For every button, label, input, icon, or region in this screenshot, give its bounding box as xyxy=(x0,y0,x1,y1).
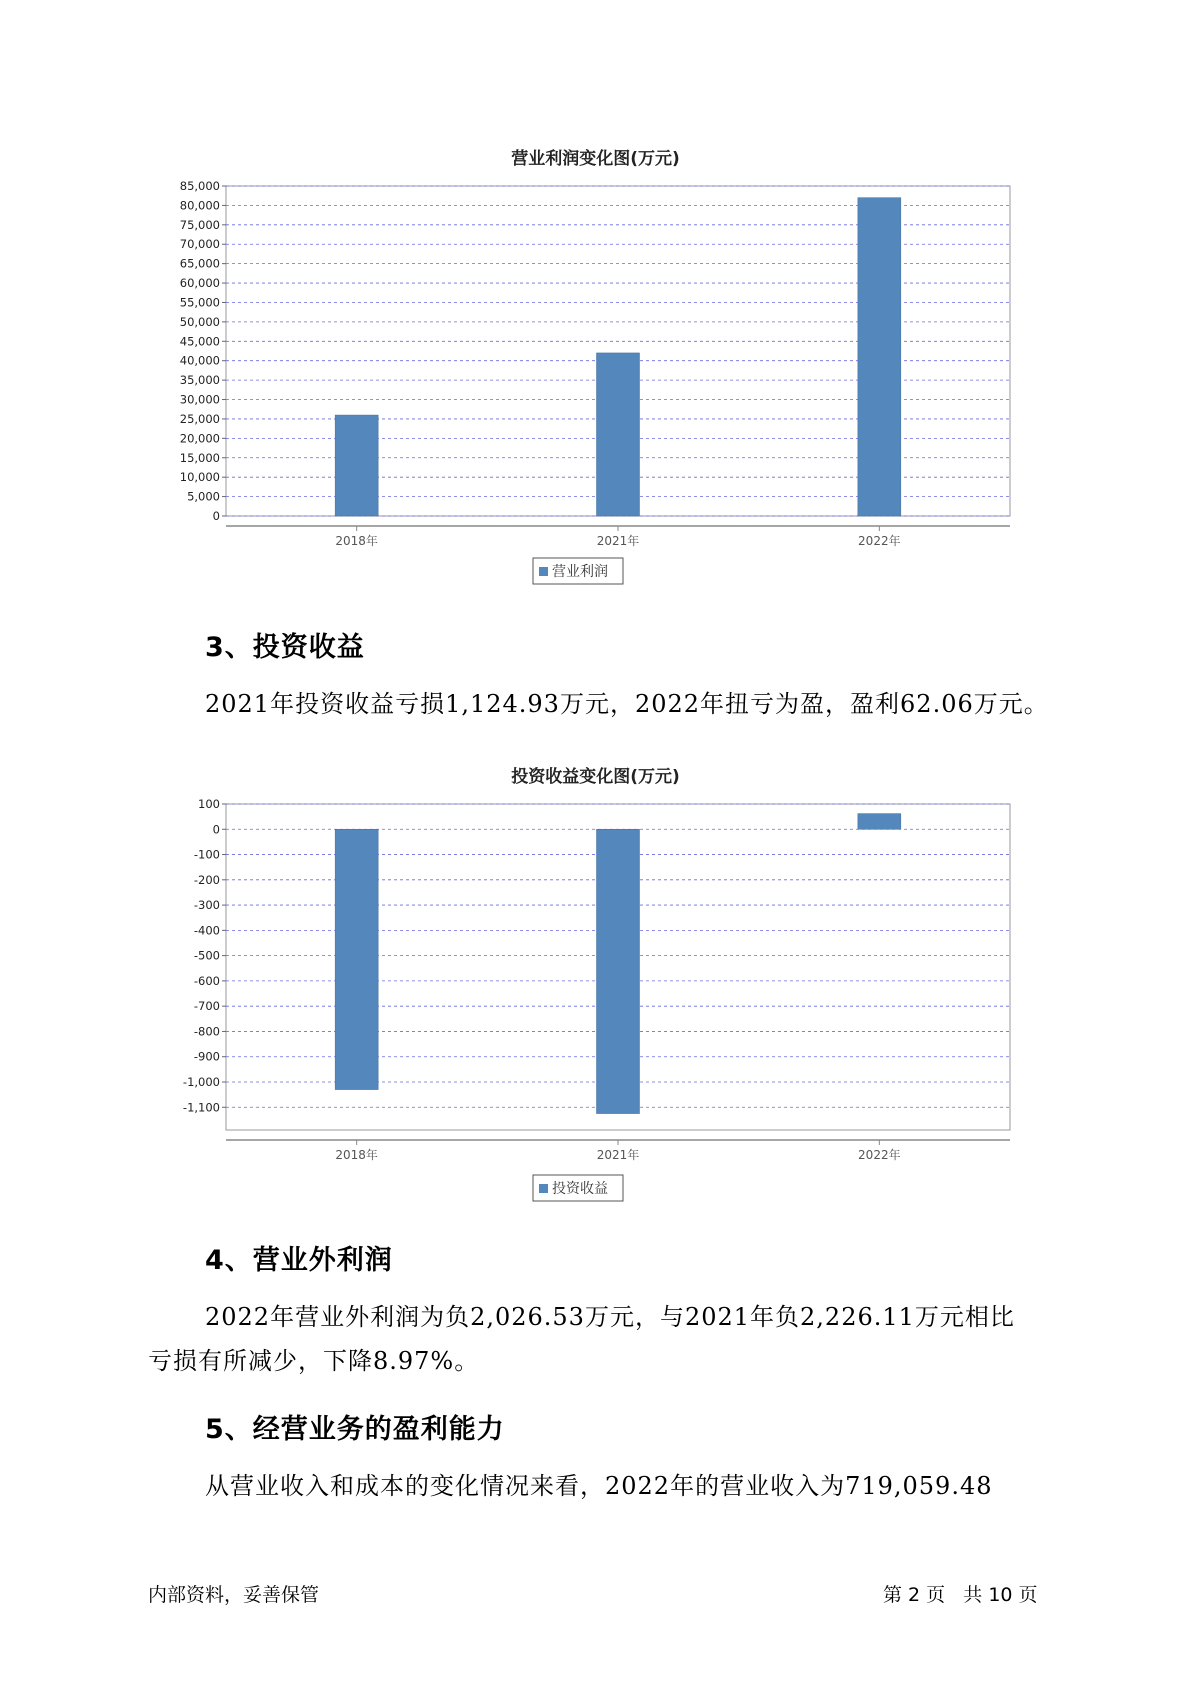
chart2-bar xyxy=(335,829,378,1089)
chart1-legend-label: 营业利润 xyxy=(552,564,608,580)
chart1-xtick-label: 2021年 xyxy=(596,534,640,548)
chart2-ytick-label: -100 xyxy=(193,847,220,862)
footer-confidential: 内部资料，妥善保管 xyxy=(148,1584,320,1606)
chart2-bar xyxy=(858,814,901,830)
chart1-ytick-label: 45,000 xyxy=(179,334,220,349)
chart2-ytick-label: 100 xyxy=(198,797,220,811)
chart2-bar xyxy=(597,829,640,1113)
chart2-xtick-label: 2022年 xyxy=(858,1148,901,1162)
section3-text: 2021年投资收益亏损1,124.93万元，2022年扭亏为盈，盈利62.06万元。 xyxy=(205,690,1049,718)
chart2-ytick-label: -700 xyxy=(193,999,220,1014)
chart2-title: 投资收益变化图(万元) xyxy=(511,767,680,787)
chart2-ytick-label: -1,000 xyxy=(182,1074,220,1089)
section4-heading: 4、营业外利润 xyxy=(205,1245,393,1276)
chart2-ytick-label: -200 xyxy=(193,872,220,887)
chart2-ytick-label: -400 xyxy=(193,923,220,938)
chart2-xtick-label: 2021年 xyxy=(596,1148,640,1162)
chart1-ytick-label: 80,000 xyxy=(179,198,220,213)
chart1-xtick-label: 2022年 xyxy=(858,534,901,548)
chart2-ytick-label: -900 xyxy=(193,1049,220,1064)
chart2-legend-label: 投资收益 xyxy=(552,1181,608,1197)
chart1-ytick-label: 70,000 xyxy=(179,237,220,252)
chart1-ytick-label: 30,000 xyxy=(179,392,220,407)
chart1-ytick-label: 60,000 xyxy=(179,276,220,291)
chart1-ytick-label: 10,000 xyxy=(179,470,220,485)
chart1-title: 营业利润变化图(万元) xyxy=(511,149,680,169)
chart1-ytick-label: 20,000 xyxy=(179,431,220,446)
chart1-ytick-label: 65,000 xyxy=(179,256,220,271)
section5-heading: 5、经营业务的盈利能力 xyxy=(205,1414,505,1445)
section3-heading: 3、投资收益 xyxy=(205,632,365,663)
footer-page-number: 第 2 页 共 10 页 xyxy=(883,1584,1038,1606)
chart1-ytick-label: 55,000 xyxy=(179,295,220,310)
chart1-ytick-label: 35,000 xyxy=(179,373,220,388)
chart1-ytick-label: 5,000 xyxy=(187,489,220,504)
chart2-ytick-label: -500 xyxy=(193,948,220,963)
chart1-ytick-label: 25,000 xyxy=(179,411,220,426)
chart2-xtick-label: 2018年 xyxy=(335,1148,378,1162)
chart2-ytick-label: -1,100 xyxy=(182,1100,220,1115)
chart1-xtick-label: 2018年 xyxy=(335,534,378,548)
chart2-ytick-label: -300 xyxy=(193,898,220,913)
chart1-ytick-label: 0 xyxy=(212,509,220,523)
chart1-ytick-label: 15,000 xyxy=(179,450,220,465)
section5-text: 从营业收入和成本的变化情况来看，2022年的营业收入为719,059.48 xyxy=(205,1472,993,1500)
chart1-ytick-label: 85,000 xyxy=(179,179,220,193)
chart2-ytick-label: -600 xyxy=(193,973,220,988)
chart2-legend-swatch xyxy=(539,1184,548,1193)
chart1-ytick-label: 40,000 xyxy=(179,353,220,368)
chart1-ytick-label: 75,000 xyxy=(179,217,220,232)
chart2-ytick-label: 0 xyxy=(212,822,220,837)
section4-text-line1: 2022年营业外利润为负2,026.53万元，与2021年负2,226.11万元相比 xyxy=(205,1303,1015,1331)
chart2-ytick-label: -800 xyxy=(193,1024,220,1039)
section4-text-line2: 亏损有所减少，下降8.97%。 xyxy=(148,1347,480,1375)
chart1-ytick-label: 50,000 xyxy=(179,314,220,329)
